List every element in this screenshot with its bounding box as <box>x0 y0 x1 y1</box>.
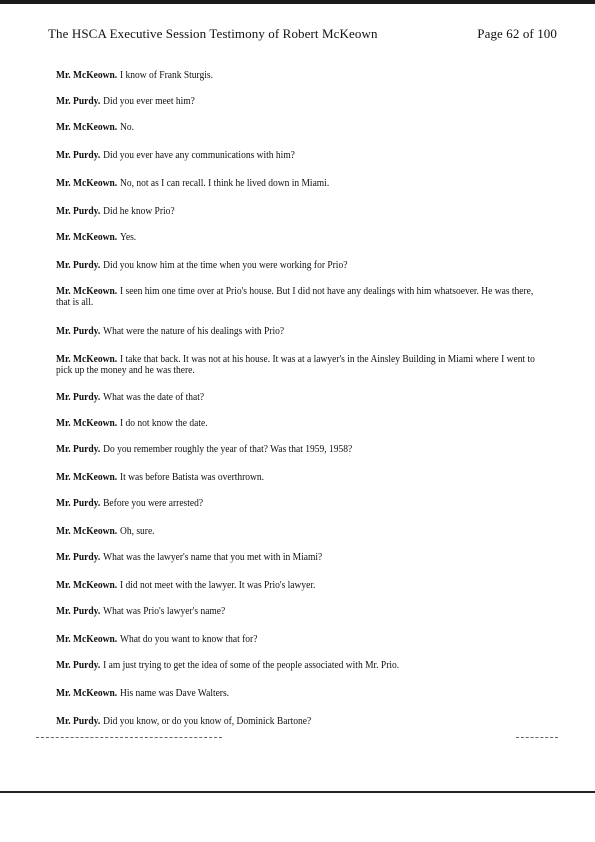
dialogue-text: I am just trying to get the idea of some of the people associated with Mr. Prio. <box>103 660 400 671</box>
dialogue-line <box>56 660 545 671</box>
speaker-name: Mr. Purdy. <box>56 150 101 161</box>
dialogue-line <box>56 634 545 645</box>
dialogue-line <box>56 418 545 429</box>
dialogue-line <box>56 552 545 563</box>
dialogue-text: Did he know Prio? <box>103 206 175 217</box>
dialogue-line <box>56 286 545 308</box>
speaker-name: Mr. McKeown. <box>56 688 118 699</box>
speaker-name: Mr. McKeown. <box>56 472 118 483</box>
dialogue-line <box>56 526 545 537</box>
dialogue-text: Do you remember roughly the year of that? Was that 1959, 1958? <box>103 444 353 455</box>
dialogue-text: I do not know the date. <box>119 418 208 429</box>
dialogue-line <box>56 326 545 337</box>
dialogue-text: Did you know, or do you know of, Dominick Bartone? <box>103 716 312 727</box>
scan-artifact-right <box>516 737 558 739</box>
top-border-rule <box>0 0 595 4</box>
dialogue-line <box>56 178 545 189</box>
dialogue-text: It was before Batista was overthrown. <box>119 472 265 483</box>
speaker-name: Mr. Purdy. <box>56 660 101 671</box>
speaker-name: Mr. Purdy. <box>56 606 101 617</box>
dialogue-line <box>56 232 545 243</box>
speaker-name: Mr. McKeown. <box>56 122 118 133</box>
dialogue-text: Did you ever have any communications with him? <box>103 150 295 161</box>
speaker-name: Mr. McKeown. <box>56 526 118 537</box>
dialogue-line <box>56 472 545 483</box>
dialogue-line <box>56 606 545 617</box>
speaker-name: Mr. McKeown. <box>56 70 118 81</box>
dialogue-text: What was Prio's lawyer's name? <box>103 606 226 617</box>
dialogue-text: I seen him one time over at Prio's house. But I did not have any dealings with him whatsoever. He was there, that is all. <box>56 286 534 308</box>
dialogue-text: What was the lawyer's name that you met with in Miami? <box>103 552 323 563</box>
speaker-name: Mr. Purdy. <box>56 552 101 563</box>
speaker-name: Mr. McKeown. <box>56 286 118 297</box>
speaker-name: Mr. McKeown. <box>56 580 118 591</box>
dialogue-text: What were the nature of his dealings with Prio? <box>103 326 285 337</box>
speaker-name: Mr. Purdy. <box>56 444 101 455</box>
dialogue-text: I know of Frank Sturgis. <box>119 70 213 81</box>
dialogue-line <box>56 716 545 727</box>
dialogue-line <box>56 354 545 376</box>
dialogue-line <box>56 206 545 217</box>
speaker-name: Mr. McKeown. <box>56 354 118 365</box>
dialogue-line <box>56 688 545 699</box>
dialogue-text: Oh, sure. <box>119 526 155 537</box>
dialogue-line <box>56 96 545 107</box>
document-title: The HSCA Executive Session Testimony of Robert McKeown <box>48 26 378 41</box>
dialogue-text: What do you want to know that for? <box>119 634 258 645</box>
dialogue-line <box>56 392 545 403</box>
dialogue-text: I take that back. It was not at his house. It was at a lawyer's in the Ainsley Building in Miami where I went to pick up the money and he was there. <box>56 354 535 376</box>
bottom-border-rule <box>0 791 595 793</box>
speaker-name: Mr. McKeown. <box>56 634 118 645</box>
dialogue-text: I did not meet with the lawyer. It was Prio's lawyer. <box>119 580 316 591</box>
speaker-name: Mr. McKeown. <box>56 178 118 189</box>
speaker-name: Mr. Purdy. <box>56 498 101 509</box>
dialogue-line <box>56 444 545 455</box>
dialogue-line <box>56 150 545 161</box>
page-header <box>48 26 557 42</box>
speaker-name: Mr. Purdy. <box>56 260 101 271</box>
dialogue-line <box>56 580 545 591</box>
dialogue-line <box>56 122 545 133</box>
dialogue-line <box>56 498 545 509</box>
dialogue-text: Did you know him at the time when you were working for Prio? <box>103 260 348 271</box>
speaker-name: Mr. Purdy. <box>56 96 101 107</box>
dialogue-text: No. <box>119 122 134 133</box>
scan-artifact-left <box>36 737 222 739</box>
dialogue-line <box>56 70 545 81</box>
dialogue-text: What was the date of that? <box>103 392 205 403</box>
speaker-name: Mr. Purdy. <box>56 392 101 403</box>
speaker-name: Mr. McKeown. <box>56 232 118 243</box>
dialogue-text: No, not as I can recall. I think he lived down in Miami. <box>119 178 330 189</box>
dialogue-line <box>56 260 545 271</box>
page-number: Page 62 of 100 <box>477 26 557 41</box>
speaker-name: Mr. Purdy. <box>56 206 101 217</box>
speaker-name: Mr. McKeown. <box>56 418 118 429</box>
speaker-name: Mr. Purdy. <box>56 716 101 727</box>
speaker-name: Mr. Purdy. <box>56 326 101 337</box>
dialogue-text: Did you ever meet him? <box>103 96 195 107</box>
dialogue-text: Yes. <box>119 232 137 243</box>
dialogue-text: Before you were arrested? <box>103 498 204 509</box>
dialogue-text: His name was Dave Walters. <box>119 688 230 699</box>
